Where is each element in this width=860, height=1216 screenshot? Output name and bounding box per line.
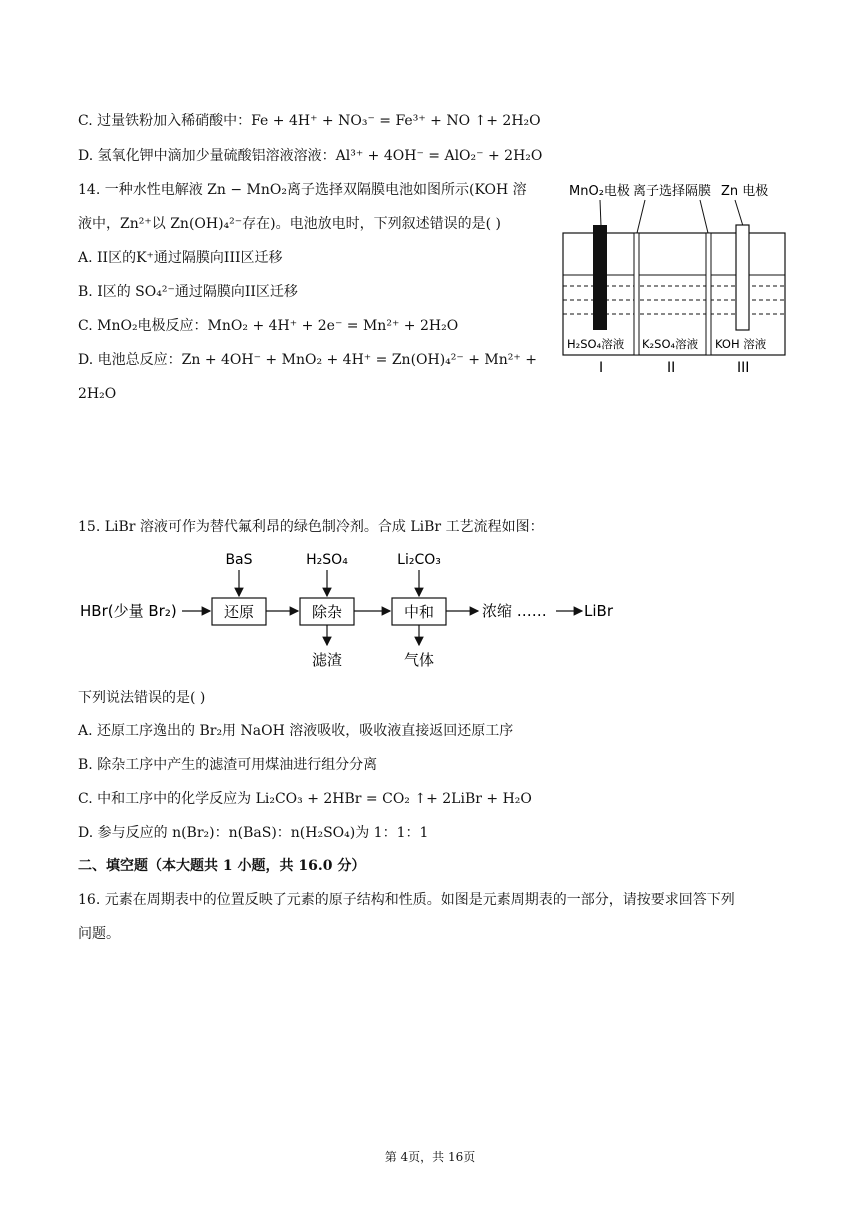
q15-option-d: D. 参与反应的 n(Br₂)：n(BaS)：n(H₂SO₄)为 1：1：1 xyxy=(78,825,429,841)
battery-diagram xyxy=(555,178,795,378)
label-membrane: 离子选择隔膜 xyxy=(633,184,712,199)
q15-ask: 下列说法错误的是( ) xyxy=(78,690,206,706)
q15-stem: 15. LiBr 溶液可作为替代氟利昂的绿色制冷剂。合成 LiBr 工艺流程如图： xyxy=(78,519,544,535)
flow-out-gas: 气体 xyxy=(403,651,435,669)
section-heading: 二、填空题（本大题共 1 小题，共 16.0 分） xyxy=(78,858,366,874)
zn-electrode xyxy=(736,225,749,330)
flow-output: LiBr xyxy=(584,602,613,620)
q14-option-c: C. MnO₂电极反应：MnO₂ + 4H⁺ + 2e⁻ = Mn²⁺ + 2H₂O xyxy=(78,318,459,334)
q13-option-c: C. 过量铁粉加入稀硝酸中：Fe + 4H⁺ + NO₃⁻ = Fe³⁺ + NO ↑+ 2H₂O xyxy=(78,113,541,129)
q14-option-a: A. II区的K⁺通过隔膜向III区迁移 xyxy=(78,250,283,266)
label-mno2-electrode: MnO₂电极 xyxy=(569,184,630,199)
label-koh: KOH 溶液 xyxy=(715,337,767,351)
q15-option-b: B. 除杂工序中产生的滤渣可用煤油进行组分分离 xyxy=(78,757,378,773)
q14-option-d-line1: D. 电池总反应：Zn + 4OH⁻ + MnO₂ + 4H⁺ = Zn(OH)₄²⁻ + Mn²⁺ + xyxy=(78,352,537,368)
svg-text:还原: 还原 xyxy=(223,603,255,621)
q15-option-c: C. 中和工序中的化学反应为 Li₂CO₃ + 2HBr = CO₂ ↑+ 2LiBr + H₂O xyxy=(78,791,532,807)
svg-text:中和: 中和 xyxy=(403,603,435,621)
flow-input: HBr(少量 Br₂) xyxy=(80,602,177,620)
svg-text:除杂: 除杂 xyxy=(311,603,343,621)
q16-line2: 问题。 xyxy=(78,926,120,942)
page-footer: 第 4页，共 16页 xyxy=(384,1150,476,1164)
flow-add-bas: BaS xyxy=(225,552,253,568)
process-flowchart xyxy=(78,548,638,673)
q14-stem-line1: 14. 一种水性电解液 Zn − MnO₂离子选择双隔膜电池如图所示(KOH 溶 xyxy=(78,182,527,198)
label-h2so4: H₂SO₄溶液 xyxy=(567,337,625,351)
q14-option-d-line2: 2H₂O xyxy=(78,386,117,402)
q13-option-d: D. 氢氧化钾中滴加少量硫酸铝溶液溶液：Al³⁺ + 4OH⁻ = AlO₂⁻ + 2H₂O xyxy=(78,148,543,164)
flow-add-h2so4: H₂SO₄ xyxy=(306,552,348,568)
zone-2: II xyxy=(667,360,676,376)
flow-out-residue: 滤渣 xyxy=(311,651,343,669)
q16-line1: 16. 元素在周期表中的位置反映了元素的原子结构和性质。如图是元素周期表的一部分，请按要求回答下列 xyxy=(78,892,735,908)
flow-step-concentrate: 浓缩 …… xyxy=(482,602,547,620)
label-zn-electrode: Zn 电极 xyxy=(721,184,769,199)
q14-option-b: B. I区的 SO₄²⁻通过隔膜向II区迁移 xyxy=(78,284,298,300)
flow-add-li2co3: Li₂CO₃ xyxy=(397,552,441,568)
label-k2so4: K₂SO₄溶液 xyxy=(642,337,699,351)
zone-3: III xyxy=(737,360,750,376)
mno2-electrode xyxy=(593,225,607,330)
q14-stem-line2: 液中，Zn²⁺以 Zn(OH)₄²⁻存在)。电池放电时，下列叙述错误的是( ) xyxy=(78,216,501,232)
q15-option-a: A. 还原工序逸出的 Br₂用 NaOH 溶液吸收，吸收液直接返回还原工序 xyxy=(78,723,514,739)
zone-1: I xyxy=(599,360,604,376)
